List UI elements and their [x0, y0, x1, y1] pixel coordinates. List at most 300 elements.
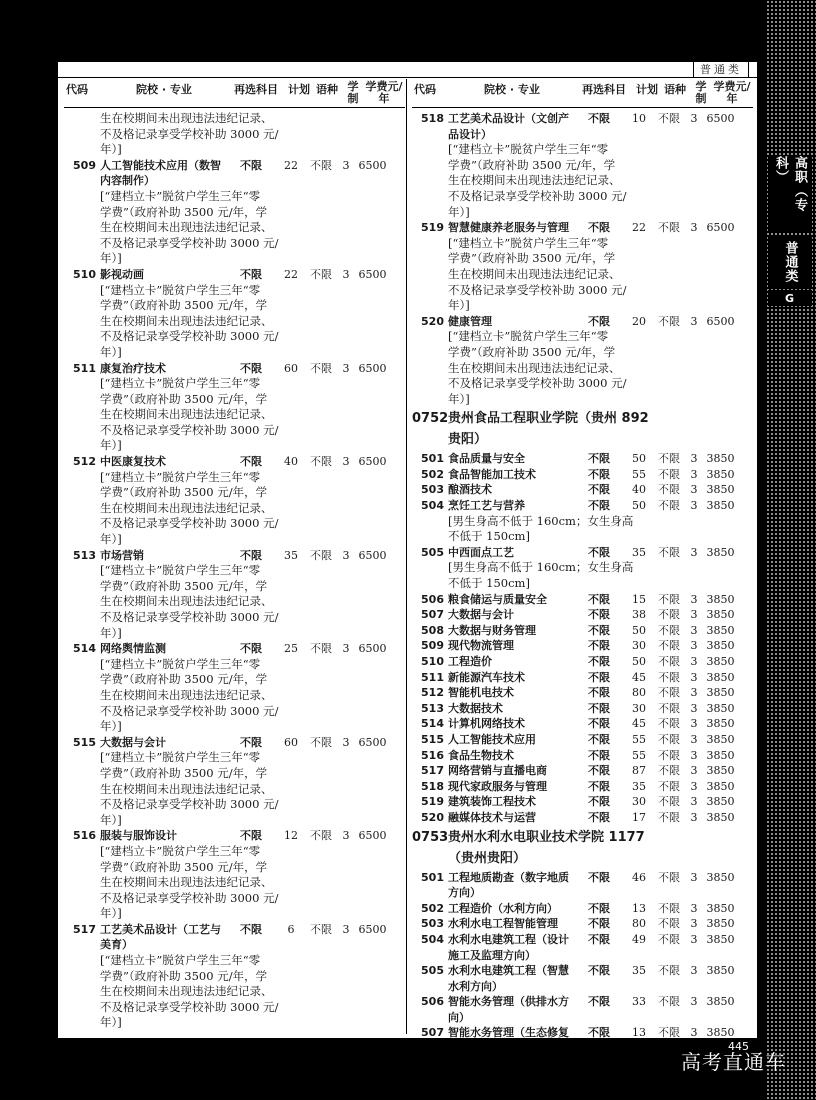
row-subject: 不限 — [588, 545, 610, 559]
row-note: 生在校期间未出现违法违纪记录、 — [100, 220, 273, 235]
row-code: 502 — [421, 901, 444, 915]
lead-note: 年）] — [100, 142, 122, 157]
row-years: 3 — [342, 267, 350, 281]
row-name: 粮食储运与质量安全 — [448, 592, 547, 606]
table-row-continued — [64, 937, 405, 953]
row-subject: 不限 — [588, 995, 610, 1009]
row-plan: 55 — [632, 467, 646, 481]
row-note: 学费”（政府补助 3500 元/年，学 — [100, 298, 268, 313]
row-name: 大数据技术 — [448, 701, 503, 715]
row-name: 现代家政服务与管理 — [448, 779, 547, 793]
row-name-cont: 方向） — [448, 886, 481, 900]
row-plan: 20 — [632, 314, 646, 328]
row-fee: 6500 — [706, 314, 735, 328]
row-subject: 不限 — [588, 810, 610, 824]
row-years: 3 — [690, 932, 698, 946]
row-subject: 不限 — [588, 964, 610, 978]
row-fee: 3850 — [706, 592, 735, 606]
table-row — [412, 314, 753, 330]
row-subject: 不限 — [240, 829, 262, 843]
row-lang: 不限 — [658, 467, 680, 481]
row-note: 不及格记录享受学校补助 3000 元/ — [448, 376, 627, 391]
table-row — [64, 361, 405, 377]
row-lang: 不限 — [658, 717, 680, 731]
row-note: 生在校期间未出现违法违纪记录、 — [100, 500, 273, 515]
row-code: 513 — [421, 701, 444, 715]
row-years: 3 — [690, 901, 698, 915]
row-code: 519 — [421, 221, 444, 235]
row-plan: 22 — [632, 221, 646, 235]
row-subject: 不限 — [588, 779, 610, 793]
header-subject: 再选科目 — [234, 83, 278, 96]
row-code: 509 — [421, 639, 444, 653]
row-subject: 不限 — [588, 1026, 610, 1038]
row-note: 不及格记录享受学校补助 3000 元/ — [100, 999, 279, 1014]
table-row — [412, 794, 753, 810]
row-subject: 不限 — [588, 701, 610, 715]
row-name-cont: 水利方向） — [448, 979, 503, 993]
row-code: 517 — [73, 922, 96, 936]
row-fee: 3850 — [706, 701, 735, 715]
row-years: 3 — [690, 608, 698, 622]
row-lang: 不限 — [658, 639, 680, 653]
row-fee: 3850 — [706, 964, 735, 978]
row-years: 3 — [690, 112, 698, 125]
row-plan: 50 — [632, 623, 646, 637]
row-plan: 55 — [632, 748, 646, 762]
row-plan: 25 — [284, 642, 298, 656]
row-note: 生在校期间未出现违法违纪记录、 — [448, 266, 621, 281]
row-name: 服装与服饰设计 — [100, 829, 177, 843]
row-name-cont: 内容制作） — [100, 174, 155, 188]
row-note: [男生身高不低于 160cm；女生身高 — [448, 560, 634, 575]
row-note: 学费”（政府补助 3500 元/年，学 — [448, 251, 616, 266]
row-code: 515 — [73, 735, 96, 749]
row-code: 520 — [421, 810, 444, 824]
row-note: 生在校期间未出现违法违纪记录、 — [100, 781, 273, 796]
row-note: 学费”（政府补助 3500 元/年，学 — [448, 157, 616, 172]
row-plan: 40 — [632, 483, 646, 497]
row-note: 不低于 150cm] — [448, 529, 530, 544]
row-name: 市场营销 — [100, 548, 144, 562]
table-row — [412, 685, 753, 701]
watermark: 高考直通车 — [681, 1050, 786, 1074]
row-lang: 不限 — [310, 735, 332, 749]
row-code: 516 — [421, 748, 444, 762]
row-note: 学费”（政府补助 3500 元/年，学 — [100, 672, 268, 687]
row-note: 年）] — [100, 532, 122, 547]
row-fee: 3850 — [706, 545, 735, 559]
row-name: 计算机网络技术 — [448, 717, 525, 731]
row-name: 人工智能技术应用（数智 — [100, 158, 221, 172]
left-column — [64, 79, 405, 1031]
row-plan: 50 — [632, 655, 646, 668]
table-row — [412, 932, 753, 948]
row-lang: 不限 — [658, 592, 680, 606]
row-years: 3 — [690, 670, 698, 684]
row-plan: 35 — [632, 545, 646, 559]
row-subject: 不限 — [588, 917, 610, 931]
row-lang: 不限 — [658, 314, 680, 328]
row-code-blank — [412, 885, 448, 901]
row-lang: 不限 — [658, 932, 680, 946]
row-name: 水利水电建筑工程（智慧 — [448, 964, 569, 978]
row-note: 生在校期间未出现违法违纪记录、 — [100, 594, 273, 609]
row-fee: 3850 — [706, 499, 735, 513]
row-name: 智能水务管理（供排水方 — [448, 995, 569, 1009]
row-lang: 不限 — [310, 361, 332, 375]
row-name: 工艺美术品设计（文创产 — [448, 112, 569, 125]
row-code: 510 — [421, 655, 444, 668]
row-years: 3 — [690, 717, 698, 731]
table-row — [64, 548, 405, 564]
row-years: 3 — [342, 158, 350, 172]
row-lang: 不限 — [658, 112, 680, 125]
row-note: 年）] — [100, 812, 122, 827]
table-row — [64, 922, 405, 938]
row-plan: 45 — [632, 717, 646, 731]
row-note: [男生身高不低于 160cm；女生身高 — [448, 513, 634, 528]
side-tab-general: 普通类 — [768, 236, 812, 288]
row-plan: 10 — [632, 112, 646, 125]
row-subject: 不限 — [588, 608, 610, 622]
row-fee: 6500 — [358, 922, 387, 936]
row-name: 大数据与财务管理 — [448, 623, 536, 637]
table-row — [412, 716, 753, 732]
row-note: 学费”（政府补助 3500 元/年，学 — [100, 485, 268, 500]
table-header — [64, 79, 405, 108]
row-plan: 45 — [632, 670, 646, 684]
row-lang: 不限 — [658, 545, 680, 559]
row-fee: 6500 — [358, 642, 387, 656]
row-fee: 6500 — [706, 112, 735, 125]
table-row — [412, 654, 753, 670]
table-row — [412, 638, 753, 654]
row-lang: 不限 — [658, 1026, 680, 1038]
row-fee: 3850 — [706, 764, 735, 778]
row-code: 503 — [421, 483, 444, 497]
row-note: 年）] — [100, 625, 122, 640]
row-name: 融媒体技术与运营 — [448, 810, 536, 824]
document-page — [58, 62, 757, 1038]
row-plan: 35 — [632, 779, 646, 793]
row-fee: 6500 — [358, 267, 387, 281]
table-row — [64, 828, 405, 844]
row-note: 不及格记录享受学校补助 3000 元/ — [100, 516, 279, 531]
table-row — [412, 111, 753, 127]
row-subject: 不限 — [588, 467, 610, 481]
row-code-blank — [64, 937, 100, 953]
row-years: 3 — [690, 221, 698, 235]
row-code: 518 — [421, 112, 444, 125]
school-heading — [412, 409, 753, 428]
row-years: 3 — [690, 1026, 698, 1038]
school-heading-cont — [412, 430, 753, 449]
row-lang: 不限 — [310, 158, 332, 172]
row-note: [“建档立卡”脱贫户学生三年“零 — [100, 656, 261, 671]
row-plan: 80 — [632, 686, 646, 700]
table-row — [64, 454, 405, 470]
row-name: 烹饪工艺与营养 — [448, 499, 525, 513]
school-heading-cont — [412, 849, 753, 868]
row-code: 505 — [421, 964, 444, 978]
row-code: 512 — [73, 455, 96, 469]
row-years: 3 — [690, 686, 698, 700]
row-note: 年）] — [100, 438, 122, 453]
row-subject: 不限 — [588, 795, 610, 809]
row-code-blank — [412, 127, 448, 143]
row-note: [“建档立卡”脱贫户学生三年“零 — [100, 953, 261, 968]
row-fee: 3850 — [706, 686, 735, 700]
table-row — [64, 158, 405, 174]
school-name-cont: 贵阳） — [448, 432, 488, 448]
table-row-continued — [64, 173, 405, 189]
row-note: 学费”（政府补助 3500 元/年，学 — [448, 344, 616, 359]
row-years: 3 — [342, 548, 350, 562]
row-plan: 6 — [287, 922, 295, 936]
row-fee: 3850 — [706, 717, 735, 731]
row-subject: 不限 — [588, 221, 610, 235]
row-name: 水利水电建筑工程（设计 — [448, 932, 569, 946]
row-name-cont: 向） — [448, 1010, 470, 1024]
row-fee: 3850 — [706, 995, 735, 1009]
row-note: [“建档立卡”脱贫户学生三年“零 — [100, 188, 261, 203]
row-subject: 不限 — [588, 112, 610, 125]
row-plan: 46 — [632, 870, 646, 884]
table-row — [412, 220, 753, 236]
side-tab-letter: G — [768, 290, 812, 306]
table-row-continued — [412, 979, 753, 995]
row-plan: 60 — [284, 735, 298, 749]
row-code-blank — [412, 1010, 448, 1026]
header-years: 学制 — [695, 80, 707, 105]
row-years: 3 — [690, 810, 698, 824]
row-code-blank — [412, 979, 448, 995]
row-name: 工程地质勘查（数字地质 — [448, 870, 569, 884]
row-note: 年）] — [100, 719, 122, 734]
row-lang: 不限 — [658, 655, 680, 668]
row-name: 工程造价（水利方向） — [448, 901, 558, 915]
header-code: 代码 — [414, 83, 436, 96]
table-row-continued — [412, 127, 753, 143]
table-row-continued — [412, 1010, 753, 1026]
row-name: 中医康复技术 — [100, 455, 166, 469]
row-code: 506 — [421, 592, 444, 606]
header-name: 院校 · 专业 — [136, 83, 192, 96]
row-code: 503 — [421, 917, 444, 931]
school-code: 0752 — [412, 411, 449, 427]
row-years: 3 — [690, 314, 698, 328]
row-subject: 不限 — [240, 267, 262, 281]
lead-note: 生在校期间未出现违法违纪记录、 — [100, 111, 273, 125]
row-subject: 不限 — [240, 455, 262, 469]
row-subject: 不限 — [240, 922, 262, 936]
row-note: 生在校期间未出现违法违纪记录、 — [448, 173, 621, 188]
row-name: 人工智能技术应用 — [448, 732, 536, 746]
row-lang: 不限 — [310, 548, 332, 562]
row-subject: 不限 — [240, 735, 262, 749]
row-lang: 不限 — [658, 779, 680, 793]
row-lang: 不限 — [658, 810, 680, 824]
table-row — [412, 592, 753, 608]
row-code: 505 — [421, 545, 444, 559]
row-note: 年）] — [100, 1015, 122, 1030]
right-column — [412, 79, 753, 1038]
row-years: 3 — [690, 499, 698, 513]
row-name: 工程造价 — [448, 655, 492, 668]
row-name: 网络营销与直播电商 — [448, 764, 547, 778]
row-plan: 33 — [632, 995, 646, 1009]
row-plan: 17 — [632, 810, 646, 824]
table-row — [412, 963, 753, 979]
table-row — [412, 482, 753, 498]
header-name: 院校 · 专业 — [484, 83, 540, 96]
table-row — [64, 267, 405, 283]
row-plan: 87 — [632, 764, 646, 778]
table-row — [412, 623, 753, 639]
row-code: 501 — [421, 870, 444, 884]
row-years: 3 — [690, 701, 698, 715]
row-years: 3 — [690, 592, 698, 606]
row-subject: 不限 — [588, 623, 610, 637]
row-note: [“建档立卡”脱贫户学生三年“零 — [100, 563, 261, 578]
row-name: 食品质量与安全 — [448, 452, 525, 466]
row-plan: 49 — [632, 932, 646, 946]
table-row — [412, 732, 753, 748]
row-code: 502 — [421, 467, 444, 481]
row-lang: 不限 — [658, 608, 680, 622]
row-lang: 不限 — [658, 901, 680, 915]
row-fee: 3850 — [706, 639, 735, 653]
school-code: 0753 — [412, 829, 449, 845]
row-note: [“建档立卡”脱贫户学生三年“零 — [448, 142, 609, 157]
row-years: 3 — [690, 795, 698, 809]
table-row — [412, 498, 753, 514]
row-name: 水利水电工程智能管理 — [448, 917, 558, 931]
school-name-cont: （贵州贵阳） — [448, 850, 527, 866]
table-row — [64, 735, 405, 751]
row-note: 年）] — [100, 344, 122, 359]
table-row — [412, 545, 753, 561]
row-name: 康复治疗技术 — [100, 361, 166, 375]
row-subject: 不限 — [588, 452, 610, 466]
table-row — [412, 916, 753, 932]
row-subject: 不限 — [588, 592, 610, 606]
row-lang: 不限 — [658, 732, 680, 746]
row-code-blank — [412, 948, 448, 964]
row-code: 513 — [73, 548, 96, 562]
row-plan: 35 — [284, 548, 298, 562]
row-code: 511 — [73, 361, 96, 375]
row-plan: 22 — [284, 267, 298, 281]
row-code: 509 — [73, 158, 96, 172]
lead-note: 不及格记录享受学校补助 3000 元/ — [100, 126, 279, 141]
row-fee: 3850 — [706, 870, 735, 884]
row-name: 食品智能加工技术 — [448, 467, 536, 481]
row-note: 不及格记录享受学校补助 3000 元/ — [100, 422, 279, 437]
right-rows — [412, 108, 753, 1038]
table-row — [412, 994, 753, 1010]
table-row — [412, 779, 753, 795]
header-plan: 计划 — [636, 83, 658, 96]
row-plan: 38 — [632, 608, 646, 622]
row-note: 生在校期间未出现违法违纪记录、 — [100, 687, 273, 702]
category-tag: 普通类 — [693, 62, 749, 77]
row-code-blank — [64, 173, 100, 189]
row-subject: 不限 — [588, 732, 610, 746]
row-years: 3 — [342, 642, 350, 656]
header-fee: 学费元/年 — [713, 80, 751, 105]
row-fee: 3850 — [706, 1026, 735, 1038]
table-row — [412, 810, 753, 826]
row-years: 3 — [342, 922, 350, 936]
row-plan: 30 — [632, 795, 646, 809]
row-lang: 不限 — [658, 686, 680, 700]
row-code: 504 — [421, 499, 444, 513]
header-lang: 语种 — [316, 83, 338, 96]
column-divider — [406, 79, 407, 1034]
row-years: 3 — [342, 455, 350, 469]
row-lang: 不限 — [658, 748, 680, 762]
row-code: 518 — [421, 779, 444, 793]
row-lang: 不限 — [658, 995, 680, 1009]
school-name: 贵州食品工程职业学院（贵州 892 — [448, 411, 649, 427]
row-lang: 不限 — [310, 267, 332, 281]
row-subject: 不限 — [240, 642, 262, 656]
row-years: 3 — [690, 764, 698, 778]
row-fee: 3850 — [706, 483, 735, 497]
row-years: 3 — [690, 732, 698, 746]
school-code-blank — [412, 849, 448, 868]
table-row — [64, 641, 405, 657]
row-subject: 不限 — [588, 670, 610, 684]
row-code: 507 — [421, 1026, 444, 1038]
row-note: 不及格记录享受学校补助 3000 元/ — [100, 329, 279, 344]
row-code: 501 — [421, 452, 444, 466]
row-code: 514 — [73, 642, 96, 656]
table-row — [412, 451, 753, 467]
row-plan: 35 — [632, 964, 646, 978]
row-code: 515 — [421, 732, 444, 746]
row-name: 智能水务管理（生态修复 — [448, 1026, 569, 1038]
row-lang: 不限 — [658, 452, 680, 466]
table-row — [412, 607, 753, 623]
row-subject: 不限 — [240, 158, 262, 172]
row-note: 学费”（政府补助 3500 元/年，学 — [100, 204, 268, 219]
row-years: 3 — [690, 483, 698, 497]
row-years: 3 — [690, 655, 698, 668]
table-row — [412, 763, 753, 779]
row-note: 学费”（政府补助 3500 元/年，学 — [100, 765, 268, 780]
row-years: 3 — [690, 639, 698, 653]
row-code: 519 — [421, 795, 444, 809]
row-fee: 6500 — [358, 361, 387, 375]
row-fee: 3850 — [706, 608, 735, 622]
table-row-continued — [412, 885, 753, 901]
header-code: 代码 — [66, 83, 88, 96]
row-subject: 不限 — [588, 483, 610, 497]
row-plan: 40 — [284, 455, 298, 469]
header-years: 学制 — [347, 80, 359, 105]
row-name: 健康管理 — [448, 314, 492, 328]
row-fee: 6500 — [358, 455, 387, 469]
row-years: 3 — [690, 748, 698, 762]
row-years: 3 — [342, 361, 350, 375]
row-note: 生在校期间未出现违法违纪记录、 — [100, 984, 273, 999]
row-years: 3 — [342, 735, 350, 749]
row-note: 不及格记录享受学校补助 3000 元/ — [100, 610, 279, 624]
row-note: [“建档立卡”脱贫户学生三年“零 — [100, 376, 261, 391]
